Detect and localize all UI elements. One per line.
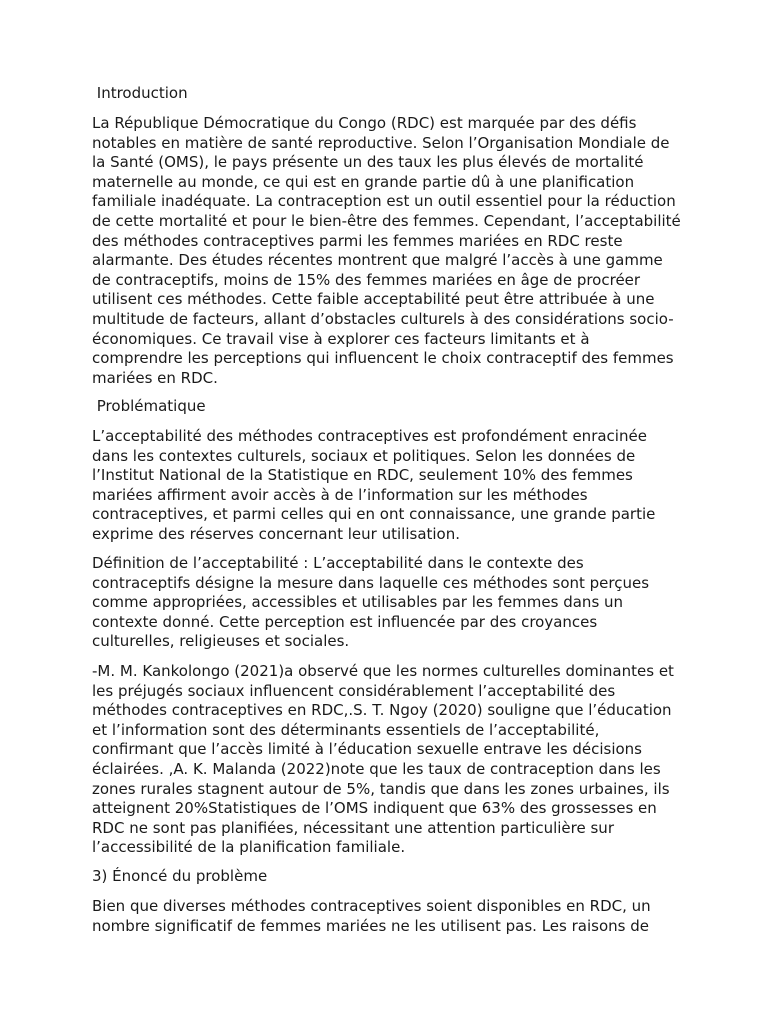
literature-paragraph: -M. M. Kankolongo (2021)a observé que les normes culturelles dominantes et les préjugés sociaux influencent considérablement l’acceptabilité des méthodes contraceptives en RDC,.S. T. Ngoy (2020) souligne que l’éducation et l’information sont des déterminants essentiels de l’acceptabilité, confirmant que l’accès limité à l’éducation sexuelle entrave les décisions éclairées. ,A. K. Malanda (2022)note que les taux de contraception dans les zones rurales stagnent autour de 5%, tandis que dans les zones urbaines, ils atteignent 20%Statistiques de l’OMS indiquent que 63% des grossesses en RDC ne sont pas planifiées, nécessitant une attention particulière sur l’accessibilité de la planification familiale.: [92, 662, 674, 857]
heading-problematique: Problématique: [92, 397, 206, 415]
definition-paragraph: Définition de l’acceptabilité : L’acceptabilité dans le contexte des contraceptifs désigne la mesure dans laquelle ces méthodes sont perçues comme appropriées, accessibles et utilisables par les femmes dans un contexte donné. Cette perception est influencée par des croyances culturelles, religieuses et sociales.: [92, 554, 650, 651]
problematique-paragraph: L’acceptabilité des méthodes contraceptives est profondément enracinée dans les contextes culturels, sociaux et politiques. Selon les données de l’Institut National de la Statistique en RDC, seulement 10% des femmes mariées affirment avoir accès à de l’information sur les méthodes contraceptives, et parmi celles qui en ont connaissance, une grande partie exprime des réserves concernant leur utilisation.: [92, 427, 656, 543]
intro-paragraph: La République Démocratique du Congo (RDC) est marquée par des défis notables en matière de santé reproductive. Selon l’Organisation Mondiale de la Santé (OMS), le pays présente un des taux les plus élevés de mortalité maternelle au monde, ce qui est en grande partie dû à une planification familiale inadéquate. La contraception est un outil essentiel pour la réduction de cette mortalité et pour le bien-être des femmes. Cependant, l’acceptabilité des méthodes contraceptives parmi les femmes mariées en RDC reste alarmante. Des études récentes montrent que malgré l’accès à une gamme de contraceptifs, moins de 15% des femmes mariées en âge de procréer utilisent ces méthodes. Cette faible acceptabilité peut être attribuée à une multitude de facteurs, allant d’obstacles culturels à des considérations socio-économiques. Ce travail vise à explorer ces facteurs limitants et à comprendre les perceptions qui influencent le choix contraceptif des femmes mariées en RDC.: [92, 114, 681, 387]
enonce-paragraph: Bien que diverses méthodes contraceptives soient disponibles en RDC, un nombre significatif de femmes mariées ne les utilisent pas. Les raisons de: [92, 897, 651, 935]
heading-enonce: 3) Énoncé du problème: [92, 867, 268, 885]
heading-introduction: Introduction: [92, 84, 188, 102]
